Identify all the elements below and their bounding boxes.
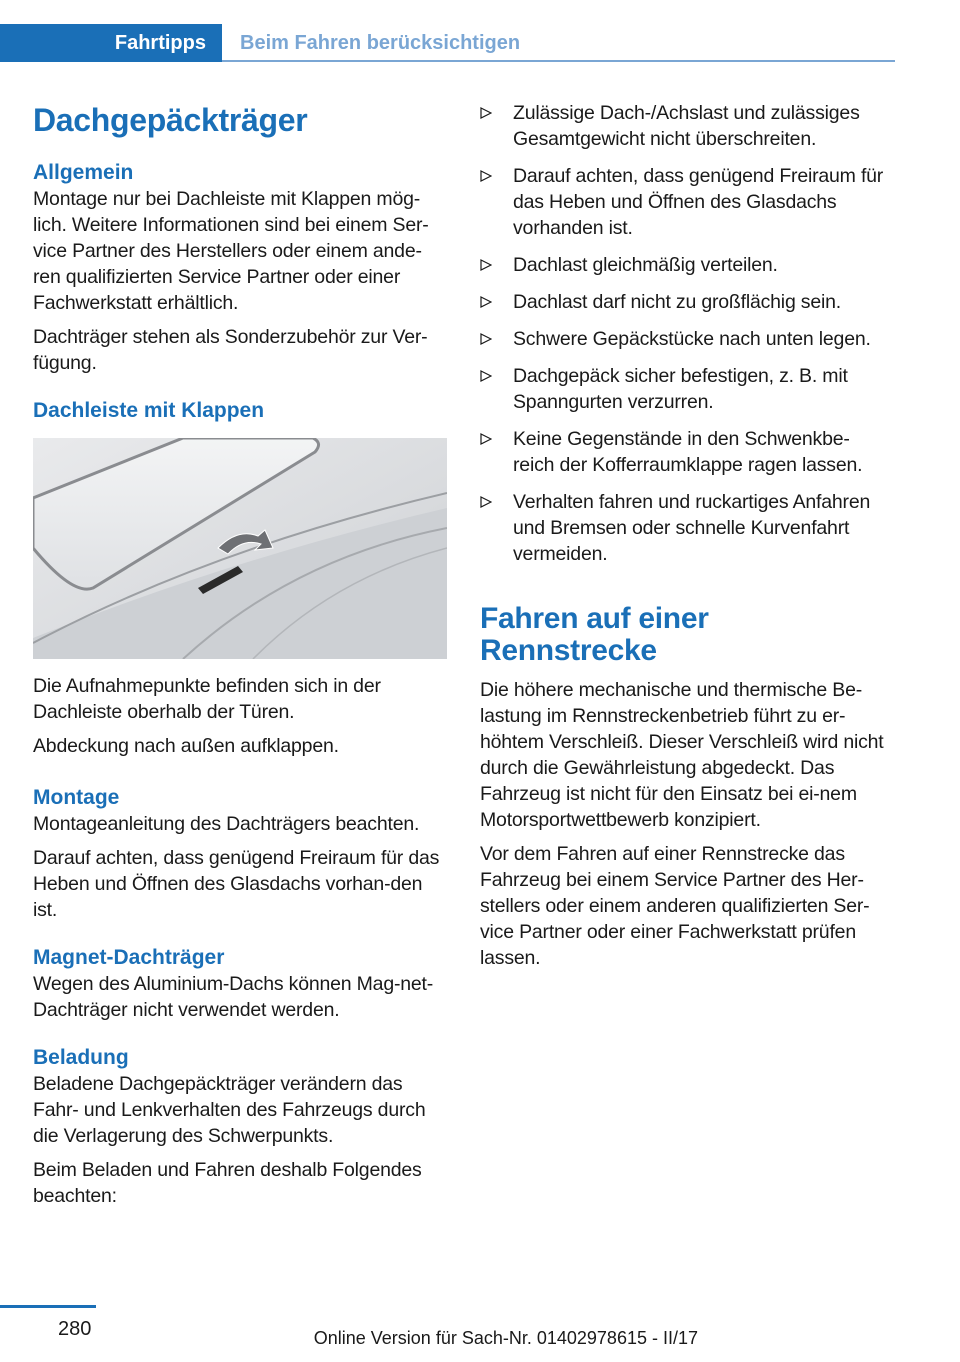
rennstrecke-text-1: Die höhere mechanische und thermische Be‐lastung im Rennstreckenbetrieb führt zu er‐höhtem Verschleiß. Dieser Verschleiß wird nicht durch die Gewährleistung abgedeckt. Das Fahrzeug ist nicht für den Einsatz bei ei‐nem Motorsportwettbewerb konzipiert. bbox=[480, 679, 884, 831]
list-item bbox=[480, 100, 890, 152]
footer-version-note: Online Version für Sach-Nr. 01402978615 - II/17 bbox=[313, 1328, 698, 1348]
triangle-bullet-icon bbox=[480, 107, 492, 119]
bullet-text: Keine Gegenstände in den Schwenkbe‐reich der Kofferraumklappe ragen lassen. bbox=[513, 428, 863, 476]
page-number: 280 bbox=[58, 1318, 92, 1340]
tab-beim-fahren[interactable]: Beim Fahren berücksichtigen bbox=[240, 31, 521, 54]
beladung-text-2: Beim Beladen und Fahren deshalb Folgendes beachten: bbox=[33, 1159, 422, 1207]
bullet-text: Verhalten fahren und ruckartiges Anfahren und Bremsen oder schnelle Kurvenfahrt vermeiden. bbox=[513, 491, 871, 565]
bullet-text: Dachlast darf nicht zu großflächig sein. bbox=[513, 291, 841, 313]
list-item bbox=[480, 163, 890, 241]
triangle-bullet-icon bbox=[480, 433, 492, 445]
left-column bbox=[33, 100, 447, 1217]
loading-bullet-list bbox=[480, 100, 890, 567]
magnet-text-1: Wegen des Aluminium-Dachs können Mag‐net-Dachträger nicht verwendet werden. bbox=[33, 973, 434, 1021]
bullet-text: Zulässige Dach-/Achslast und zulässiges Gesamtgewicht nicht überschreiten. bbox=[513, 102, 860, 150]
right-column bbox=[480, 100, 890, 979]
list-item bbox=[480, 363, 890, 415]
beladung-text-1: Beladene Dachgepäckträger verändern das Fahr- und Lenkverhalten des Fahrzeugs durch die Verlagerung des Schwerpunkts. bbox=[33, 1073, 426, 1147]
bullet-text: Dachlast gleichmäßig verteilen. bbox=[513, 254, 778, 276]
triangle-bullet-icon bbox=[480, 170, 492, 182]
triangle-bullet-icon bbox=[480, 259, 492, 271]
rennstrecke-title: Fahren auf einer Rennstrecke bbox=[480, 602, 709, 667]
list-item bbox=[480, 489, 890, 567]
rennstrecke-text-2: Vor dem Fahren auf einer Rennstrecke das Fahrzeug bei einem Service Partner des Her‐stellers oder einem anderen qualifizierten Ser‐vice Partner oder einer Fachwerkstatt prüfen lassen. bbox=[480, 843, 870, 969]
header-bar bbox=[0, 0, 895, 62]
tab-fahrtipps[interactable]: Fahrtipps bbox=[0, 24, 222, 62]
section-title: Dachgepäckträger bbox=[33, 102, 308, 138]
roof-rail-illustration bbox=[33, 438, 447, 659]
bullet-text: Dachgepäck sicher befestigen, z. B. mit Spanngurten verzurren. bbox=[513, 365, 848, 413]
heading-magnet: Magnet-Dachträger bbox=[33, 946, 225, 969]
list-item bbox=[480, 252, 890, 278]
dachleiste-text-1: Die Aufnahmepunkte befinden sich in der Dachleiste oberhalb der Türen. bbox=[33, 675, 381, 723]
heading-dachleiste: Dachleiste mit Klappen bbox=[33, 399, 265, 422]
montage-text-1: Montageanleitung des Dachträgers beachten. bbox=[33, 813, 420, 835]
list-item bbox=[480, 426, 890, 478]
footer-rule bbox=[0, 1305, 96, 1308]
bullet-text: Darauf achten, dass genügend Freiraum für das Heben und Öffnen des Glasdachs vorhanden ist. bbox=[513, 165, 884, 239]
heading-beladung: Beladung bbox=[33, 1046, 129, 1069]
list-item bbox=[480, 326, 890, 352]
dachleiste-text-2: Abdeckung nach außen aufklappen. bbox=[33, 735, 339, 757]
heading-montage: Montage bbox=[33, 786, 120, 809]
heading-allgemein: Allgemein bbox=[33, 161, 134, 184]
triangle-bullet-icon bbox=[480, 296, 492, 308]
triangle-bullet-icon bbox=[480, 333, 492, 345]
list-item bbox=[480, 289, 890, 315]
allgemein-text-1: Montage nur bei Dachleiste mit Klappen mög‐lich. Weitere Informationen sind bei einem Ser‐vice Partner des Herstellers oder einem ande‐ren qualifizierten Service Partner oder einer Fachwerkstatt erhältlich. bbox=[33, 188, 429, 314]
triangle-bullet-icon bbox=[480, 370, 492, 382]
montage-text-2: Darauf achten, dass genügend Freiraum für das Heben und Öffnen des Glasdachs vorhan‐den ist. bbox=[33, 847, 440, 921]
header-rule bbox=[222, 60, 895, 62]
bullet-text: Schwere Gepäckstücke nach unten legen. bbox=[513, 328, 871, 350]
allgemein-text-2: Dachträger stehen als Sonderzubehör zur Ver‐fügung. bbox=[33, 326, 428, 374]
triangle-bullet-icon bbox=[480, 496, 492, 508]
